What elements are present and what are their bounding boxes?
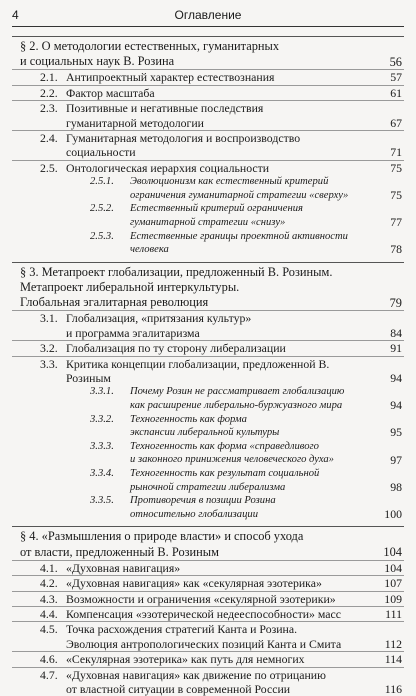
running-header — [12, 4, 404, 27]
toc-entry-title: Естественный критерий ограничения гуманитарной стратегии «снизу» — [130, 203, 303, 229]
toc-entry-number: 2.3. — [40, 101, 58, 116]
toc-entry-page: 84 — [390, 325, 402, 340]
toc-entry-page: 98 — [390, 479, 402, 494]
toc-entry — [12, 385, 404, 412]
toc-entry-page: 71 — [390, 145, 402, 160]
toc-entry-page: 77 — [390, 215, 402, 230]
toc-entry — [12, 130, 404, 160]
table-of-contents — [12, 36, 404, 696]
toc-entry-page: 100 — [384, 506, 402, 521]
page-number: 4 — [12, 8, 19, 22]
toc-entry-title: Эволюционизм как естественный критерий ограничения гуманитарной стратегии «сверху» — [130, 176, 349, 201]
toc-entry-number: 3.3.5. — [90, 495, 114, 507]
toc-entry-page: 75 — [390, 188, 402, 203]
toc-entry-title: Компенсация «эзотерической недееспособности» масс — [66, 607, 341, 622]
toc-entry-title: «Духовная навигация» как «секулярная эзотерика» — [66, 576, 322, 591]
toc-entry-page: 56 — [389, 55, 402, 69]
toc-entry-number: 3.1. — [40, 311, 58, 326]
toc-entry-page: 109 — [384, 591, 402, 606]
toc-entry-page: 104 — [383, 545, 402, 560]
toc-entry — [12, 356, 404, 386]
toc-entry-number: 4.1. — [40, 560, 58, 575]
toc-entry-title: Почему Розин не рассматривает глобализацию как расширение либерально-буржуазного мира — [130, 386, 345, 412]
toc-entry-title: Глобализация по ту сторону либерализации — [66, 341, 286, 356]
toc-entry — [12, 39, 404, 69]
toc-entry-title: Техногенность как результат социальной рыночной стратегии либерализма — [130, 468, 320, 493]
toc-entry-title: Фактор масштаба — [66, 85, 155, 100]
toc-entry-page: 78 — [390, 242, 402, 257]
toc-entry-title: Позитивные и негативные последствия гуманитарной методологии — [66, 101, 264, 130]
toc-entry-number: 4.5. — [40, 622, 58, 637]
toc-entry-title: Техногенность как форма «справедливого и законного принижения человеческого духа» — [130, 440, 334, 466]
toc-entry-page: 95 — [390, 425, 402, 440]
toc-entry — [12, 529, 404, 559]
toc-entry — [12, 265, 404, 311]
toc-entry-page: 61 — [390, 85, 402, 100]
toc-entry-number: 3.3. — [40, 356, 58, 371]
toc-entry-number: 2.2. — [40, 85, 58, 100]
toc-entry-page: 57 — [390, 70, 402, 85]
toc-entry-title: Противоречия в позиции Розина относительно глобализации — [130, 495, 276, 520]
toc-entry-number: 3.3.2. — [90, 413, 114, 425]
toc-entry-page: 104 — [384, 560, 402, 575]
toc-entry-number: 3.3.4. — [90, 468, 114, 480]
toc-entry-title: Эволюция антропологических позиций Канта и Смита — [66, 636, 342, 651]
toc-entry — [12, 637, 404, 651]
toc-entry-number: 3.3.3. — [90, 440, 114, 452]
toc-section — [12, 36, 404, 257]
toc-entry — [12, 467, 404, 494]
toc-entry-number: 2.5.1. — [90, 176, 114, 188]
toc-entry-title: Техногенность как форма экспансии либеральной культуры — [130, 413, 280, 439]
toc-entry-number: 3.3.1. — [90, 386, 114, 398]
toc-entry — [12, 591, 404, 606]
toc-entry-number: 4.7. — [40, 667, 58, 682]
toc-entry-page: 75 — [390, 160, 402, 175]
toc-entry — [12, 230, 404, 257]
toc-section — [12, 526, 404, 696]
toc-entry — [12, 175, 404, 202]
toc-entry-title: § 4. «Размышления о природе власти» и способ ухода от власти, предложенный В. Розиным — [20, 529, 304, 559]
toc-entry-title: Глобализация, «притязания культур» и программа эгалитаризма — [66, 311, 252, 340]
toc-entry-title: Точка расхождения стратегий Канта и Розина. — [66, 622, 298, 637]
toc-entry-page: 116 — [384, 682, 402, 696]
toc-entry — [12, 413, 404, 440]
toc-entry-title: Естественные границы проектной активности человека — [130, 230, 348, 256]
toc-entry — [12, 160, 404, 175]
toc-entry — [12, 85, 404, 100]
toc-entry — [12, 440, 404, 467]
toc-section — [12, 262, 404, 522]
toc-entry — [12, 69, 404, 84]
toc-entry-page: 111 — [385, 607, 402, 622]
running-title: Оглавление — [174, 8, 242, 22]
toc-entry — [12, 651, 404, 666]
toc-entry — [12, 494, 404, 521]
toc-entry-number: 4.2. — [40, 576, 58, 591]
toc-entry-number: 4.6. — [40, 652, 58, 667]
toc-entry — [12, 340, 404, 355]
toc-entry — [12, 310, 404, 340]
toc-entry-page: 67 — [390, 115, 402, 130]
toc-entry-title: «Секулярная эзотерика» как путь для немногих — [66, 652, 305, 667]
toc-entry-title: Критика концепции глобализации, предложенной В. Розиным — [66, 356, 330, 386]
toc-entry — [12, 100, 404, 130]
toc-entry-page: 79 — [389, 296, 402, 311]
toc-entry-page: 107 — [384, 576, 402, 591]
toc-entry-page: 112 — [384, 636, 402, 651]
toc-entry — [12, 621, 404, 636]
toc-entry-number: 2.5. — [40, 160, 58, 175]
toc-entry-number: 2.4. — [40, 131, 58, 146]
toc-entry-title: «Духовная навигация» как движение по отрицанию от властной ситуации в современной России — [66, 667, 326, 696]
toc-entry-page: 94 — [390, 371, 402, 386]
toc-entry-number: 2.1. — [40, 70, 58, 85]
toc-entry-number: 2.5.3. — [90, 230, 114, 242]
toc-entry-number: 4.4. — [40, 607, 58, 622]
toc-entry-number: 3.2. — [40, 341, 58, 356]
toc-entry-page: 114 — [384, 652, 402, 667]
toc-entry-title: § 3. Метапроект глобализации, предложенный В. Розиным. Метапроект либеральной интеркультуры. Глобальная эгалитарная революция — [20, 264, 333, 310]
toc-entry-title: Возможности и ограничения «секулярной эзотерики» — [66, 591, 336, 606]
toc-entry-page: 91 — [390, 341, 402, 356]
toc-entry — [12, 202, 404, 229]
toc-entry — [12, 667, 404, 696]
toc-entry — [12, 575, 404, 590]
toc-entry-number: 2.5.2. — [90, 203, 114, 215]
toc-entry-number: 4.3. — [40, 591, 58, 606]
toc-entry — [12, 560, 404, 575]
toc-entry-title: «Духовная навигация» — [66, 560, 181, 575]
toc-entry-page: 97 — [390, 452, 402, 467]
toc-entry-title: Онтологическая иерархия социальности — [66, 160, 270, 175]
toc-entry-title: § 2. О методологии естественных, гуманитарных и социальных наук В. Розина — [20, 39, 280, 69]
toc-entry-title: Гуманитарная методология и воспроизводство социальности — [66, 131, 301, 160]
toc-entry — [12, 606, 404, 621]
toc-entry-page: 94 — [390, 398, 402, 413]
toc-entry-title: Антипроектный характер естествознания — [66, 70, 275, 85]
